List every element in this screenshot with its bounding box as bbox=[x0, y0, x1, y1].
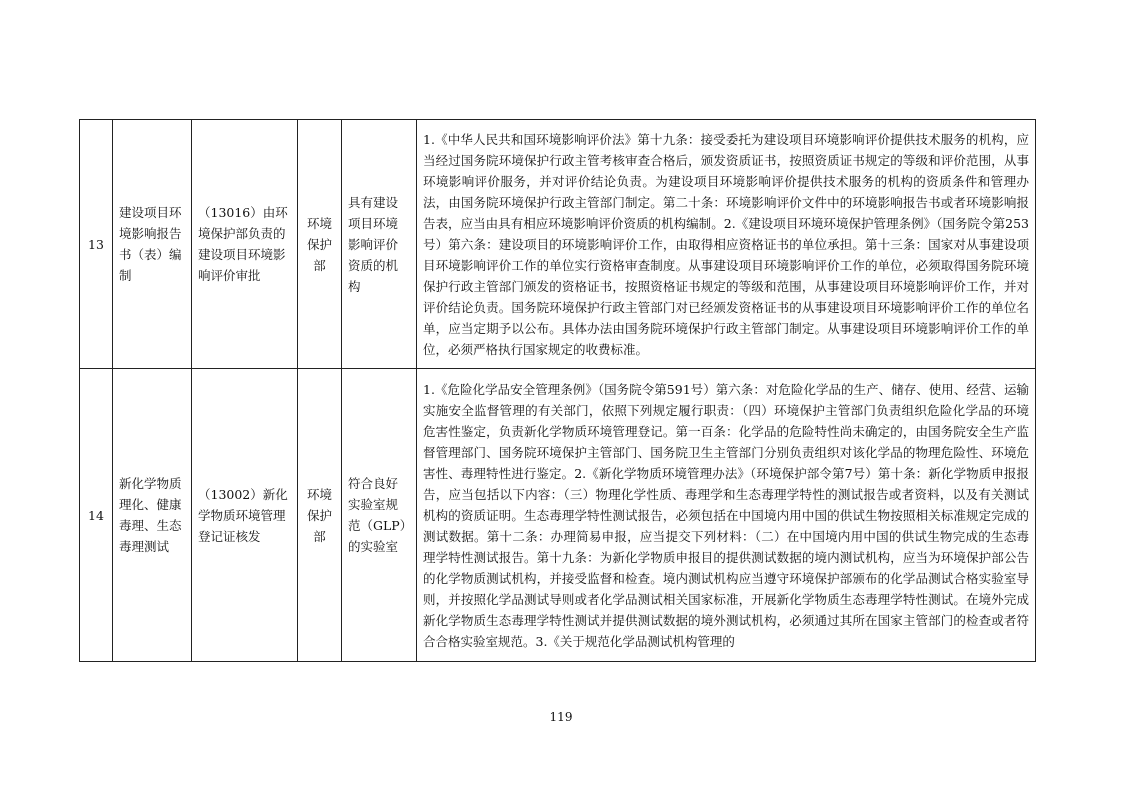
row-number: 13 bbox=[80, 120, 113, 369]
page-number: 119 bbox=[549, 710, 573, 724]
table-row bbox=[80, 369, 1036, 662]
department: 环境保护部 bbox=[298, 369, 342, 662]
row-number: 14 bbox=[80, 369, 113, 662]
legal-basis: 1.《危险化学品安全管理条例》（国务院令第591号）第六条：对危险化学品的生产、储存、使用、经营、运输实施安全监督管理的有关部门，依照下列规定履行职责：（四）环境保护主管部门负责组织危险化学品的环境危害性鉴定，负责新化学物质环境管理登记。第一百条：化学品的危险特性尚未确定的，由国务院安全生产监督管理部门、国务院环境保护主管部门、国务院卫生主管部门分别负责组织对该化学品的物理危险性、环境危害性、毒理特性进行鉴定。2.《新化学物质环境管理办法》（环境保护部令第7号）第十条：新化学物质申报报告，应当包括以下内容：（三）物理化学性质、毒理学和生态毒理学特性的测试报告或者资料，以及有关测试机构的资质证明。生态毒理学特性测试报告，必须包括在中国境内用中国的供试生物按照相关标准规定完成的测试数据。第十二条：办理简易申报，应当提交下列材料：（二）在中国境内用中国的供试生物完成的生态毒理学特性测试报告。第十九条：为新化学物质申报目的提供测试数据的境内测试机构，应当为环境保护部公告的化学物质测试机构，并接受监督和检查。境内测试机构应当遵守环境保护部颁布的化学品测试合格实验室导则，并按照化学品测试导则或者化学品测试相关国家标准，开展新化学物质生态毒理学特性测试。在境外完成新化学物质生态毒理学特性测试并提供测试数据的境外测试机构，必须通过其所在国家主管部门的检查或者符合合格实验室规范。3.《关于规范化学品测试机构管理的 bbox=[417, 369, 1036, 662]
approval-item: （13016）由环境保护部负责的建设项目环境影响评价审批 bbox=[192, 120, 298, 369]
service-name: 新化学物质理化、健康毒理、生态毒理测试 bbox=[113, 369, 192, 662]
approval-item: （13002）新化学物质环境管理登记证核发 bbox=[192, 369, 298, 662]
table-row bbox=[80, 120, 1036, 369]
service-provider: 符合良好实验室规范（GLP）的实验室 bbox=[342, 369, 417, 662]
legal-basis: 1.《中华人民共和国环境影响评价法》第十九条：接受委托为建设项目环境影响评价提供技术服务的机构，应当经过国务院环境保护行政主管考核审查合格后，颁发资质证书，按照资质证书规定的等级和评价范围，从事环境影响评价服务，并对评价结论负责。为建设项目环境影响评价提供技术服务的机构的资质条件和管理办法，由国务院环境保护行政主管部门制定。第二十条：环境影响评价文件中的环境影响报告书或者环境影响报告表，应当由具有相应环境影响评价资质的机构编制。2.《建设项目环境环境保护管理条例》（国务院令第253号）第六条：建设项目的环境影响评价工作，由取得相应资格证书的单位承担。第十三条：国家对从事建设项目环境影响评价工作的单位实行资格审查制度。从事建设项目环境影响评价工作的单位，必须取得国务院环境保护行政主管部门颁发的资格证书，按照资格证书规定的等级和范围，从事建设项目环境影响评价工作，并对评价结论负责。国务院环境保护行政主管部门对已经颁发资格证书的从事建设项目环境影响评价工作的单位名单，应当定期予以公布。具体办法由国务院环境保护行政主管部门制定。从事建设项目环境影响评价工作的单位，必须严格执行国家规定的收费标准。 bbox=[417, 120, 1036, 369]
service-provider: 具有建设项目环境影响评价资质的机构 bbox=[342, 120, 417, 369]
content-table bbox=[79, 119, 1036, 662]
service-name: 建设项目环境影响报告书（表）编制 bbox=[113, 120, 192, 369]
department: 环境保护部 bbox=[298, 120, 342, 369]
